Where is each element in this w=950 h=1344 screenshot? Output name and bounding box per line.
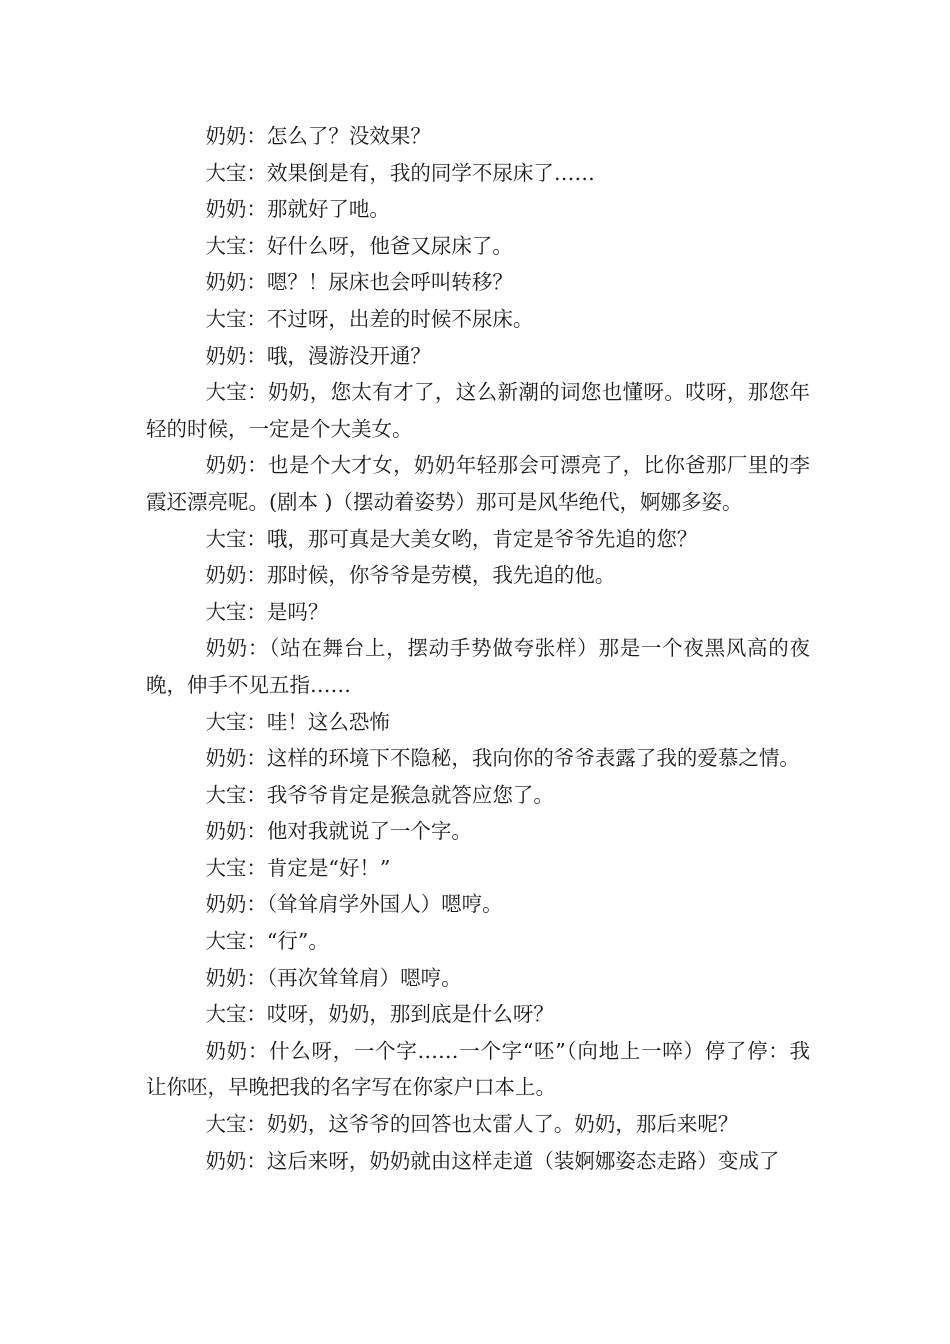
dialogue-line: 奶奶：怎么了？没效果？ bbox=[205, 124, 431, 148]
dialogue-line: 奶奶：这样的环境下不隐秘，我向你的爷爷表露了我的爱慕之情。 bbox=[205, 746, 800, 771]
dialogue-line: 大宝：是吗？ bbox=[205, 599, 329, 624]
dialogue-line: 奶奶：嗯？！尿床也会呼叫转移？ bbox=[205, 270, 513, 295]
dialogue-line: 奶奶：这后来呀，奶奶就由这样走道（装婀娜姿态走路）变成了 bbox=[205, 1148, 780, 1173]
dialogue-line: 奶奶：什么呀，一个字……一个字“呸”（向地上一啐）停了停：我让你呸，早晚把我的名字写在你家户口本上。 bbox=[146, 1038, 810, 1100]
dialogue-line: 奶奶：（耸耸肩学外国人）嗯哼。 bbox=[205, 892, 503, 917]
dialogue-line: 大宝：好什么呀，他爸又尿床了。 bbox=[205, 233, 513, 258]
dialogue-line: 奶奶：也是个大才女，奶奶年轻那会可漂亮了，比你爸那厂里的李霞还漂亮呢。(剧本 )（摆动着姿势）那可是风华绝代，婀娜多姿。 bbox=[146, 453, 810, 514]
dialogue-line: 奶奶：那就好了吔。 bbox=[205, 197, 390, 222]
dialogue-line: 大宝：肯定是“好！” bbox=[205, 855, 391, 880]
script-body bbox=[146, 118, 810, 1179]
dialogue-line: 大宝：哦，那可真是大美女哟，肯定是爷爷先追的您？ bbox=[205, 526, 698, 551]
dialogue-line: 大宝：效果倒是有，我的同学不尿床了…… bbox=[205, 160, 595, 185]
dialogue-line: 大宝：不过呀，出差的时候不尿床。 bbox=[205, 306, 534, 331]
dialogue-line: 奶奶：（站在舞台上，摆动手势做夸张样）那是一个夜黑风高的夜晚，伸手不见五指…… bbox=[146, 636, 810, 697]
dialogue-line: 奶奶：哦，漫游没开通？ bbox=[205, 343, 431, 368]
dialogue-line: 大宝：哎呀，奶奶，那到底是什么呀？ bbox=[205, 1002, 554, 1027]
dialogue-line: 奶奶：（再次耸耸肩）嗯哼。 bbox=[205, 965, 462, 990]
dialogue-line: 大宝：奶奶，这爷爷的回答也太雷人了。奶奶，那后来呢？ bbox=[205, 1112, 739, 1137]
dialogue-line: 奶奶：他对我就说了一个字。 bbox=[205, 819, 472, 844]
dialogue-line: 大宝：我爷爷肯定是猴急就答应您了。 bbox=[205, 782, 554, 807]
dialogue-line: 大宝：哇！这么恐怖 bbox=[205, 709, 390, 734]
dialogue-line: 奶奶：那时候，你爷爷是劳模，我先追的他。 bbox=[205, 563, 616, 588]
dialogue-line: 大宝：奶奶，您太有才了，这么新潮的词您也懂呀。哎呀，那您年轻的时候，一定是个大美女。 bbox=[146, 380, 810, 441]
dialogue-line: 大宝：“行”。 bbox=[205, 929, 329, 954]
